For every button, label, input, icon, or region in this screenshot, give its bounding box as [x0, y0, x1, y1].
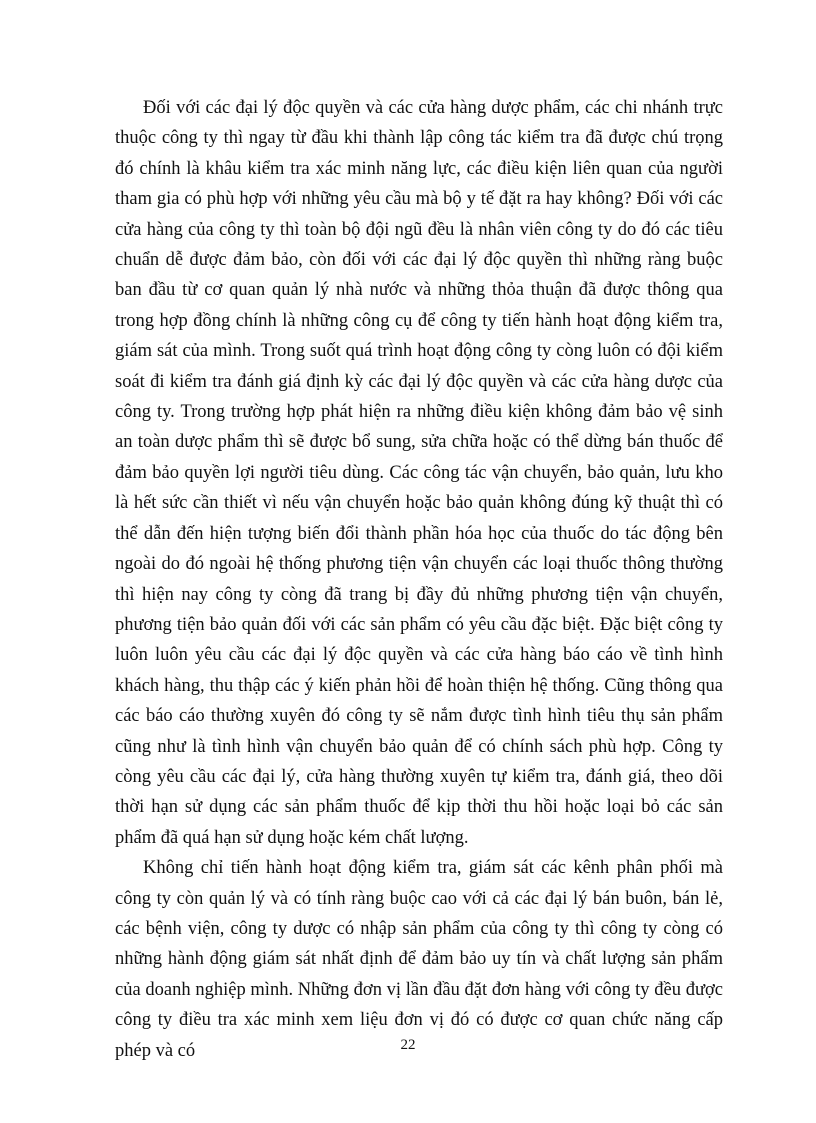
paragraph-2	[115, 853, 723, 1066]
body-text	[115, 93, 723, 1066]
paragraph-2-text: Không chỉ tiến hành hoạt động kiểm tra, giám sát các kênh phân phối mà công ty còn quản lý và có tính ràng buộc cao với cả các đại lý bán buôn, bán lẻ, các bệnh viện, công ty dược có nhập sản phẩm của công ty thì công ty còng có những hành động giám sát nhất định để đảm bảo uy tín và chất lượng sản phẩm của doanh nghiệp mình. Những đơn vị lần đầu đặt đơn hàng với công ty đều được công ty điều tra xác minh xem liệu đơn vị đó có được cơ quan chức năng cấp phép và có	[115, 858, 723, 1061]
paragraph-1-text: Đối với các đại lý độc quyền và các cửa hàng dược phẩm, các chi nhánh trực thuộc công ty thì ngay từ đầu khi thành lập công tác kiểm tra đã được chú trọng đó chính là khâu kiểm tra xác minh năng lực, các điều kiện liên quan của người tham gia có phù hợp với những yêu cầu mà bộ y tế đặt ra hay không? Đối với các cửa hàng của công ty thì toàn bộ đội ngũ đều là nhân viên công ty do đó các tiêu chuẩn dễ được đảm bảo, còn đối với các đại lý độc quyền thì những ràng buộc ban đầu từ cơ quan quản lý nhà nước và những thỏa thuận đã được thông qua trong hợp đồng chính là những công cụ để công ty tiến hành hoạt động kiểm tra, giám sát của mình. Trong suốt quá trình hoạt động công ty còng luôn có đội kiểm soát đi kiểm tra đánh giá định kỳ các đại lý độc quyền và các cửa hàng dược của công ty. Trong trường hợp phát hiện ra những điều kiện không đảm bảo vệ sinh an toàn dược phẩm thì sẽ được bổ sung, sửa chữa hoặc có thể dừng bán thuốc để đảm bảo quyền lợi người tiêu dùng. Các công tác vận chuyển, bảo quản, lưu kho là hết sức cần thiết vì nếu vận chuyển hoặc bảo quản không đúng kỹ thuật thì có thể dẫn đến hiện tượng biến đổi thành phần hóa học của thuốc do tác động bên ngoài do đó ngoài hệ thống phương tiện vận chuyển các loại thuốc thông thường thì hiện nay công ty còng đã trang bị đầy đủ những phương tiện vận chuyển, phương tiện bảo quản đối với các sản phẩm có yêu cầu đặc biệt. Đặc biệt công ty luôn luôn yêu cầu các đại lý độc quyền và các cửa hàng báo cáo về tình hình khách hàng, thu thập các ý kiến phản hồi để hoàn thiện hệ thống. Cũng thông qua các báo cáo thường xuyên đó công ty sẽ nắm được tình hình tiêu thụ sản phẩm cũng như là tình hình vận chuyển bảo quản để có chính sách phù hợp. Công ty còng yêu cầu các đại lý, cửa hàng thường xuyên tự kiểm tra, đánh giá, theo dõi thời hạn sử dụng các sản phẩm thuốc để kịp thời thu hồi hoặc loại bỏ các sản phẩm đã quá hạn sử dụng hoặc kém chất lượng.	[115, 98, 723, 848]
paragraph-1	[115, 93, 723, 853]
page-number: 22	[400, 1037, 416, 1053]
